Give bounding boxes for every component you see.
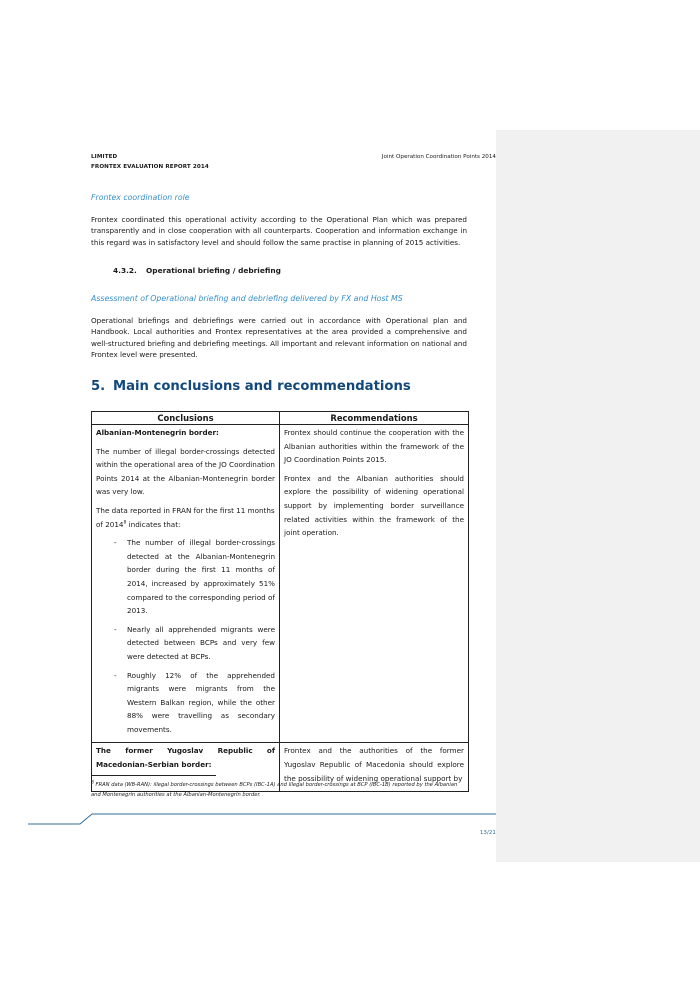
footnote: [91, 781, 468, 801]
row-title: The former Yugoslav Republic of Macedonian-Serbian border:: [96, 746, 275, 770]
list-item: [96, 623, 275, 664]
fran-data-text-end: indicates that:: [126, 519, 181, 529]
fran-data-text: The data reported in FRAN for the first 11 months of 2014: [96, 505, 275, 529]
list-item: [96, 536, 275, 618]
conclusions-cell: [92, 425, 280, 743]
briefing-assessment-heading: Assessment of Operational briefing and debriefing delivered by FX and Host MS: [91, 294, 403, 303]
conclusions-column-header: Conclusions: [92, 412, 280, 425]
table-row: [92, 425, 469, 743]
page-number: 13/21: [479, 830, 496, 836]
header-left: [91, 152, 209, 172]
recommendation-paragraph: Frontex and the authorities of the former Yugoslav Republic of Macedonia should explore the possibility of widening operational support by: [284, 746, 464, 783]
conclusions-heading: [91, 379, 411, 394]
footnote-marker: 8: [91, 780, 94, 786]
conclusions-table: [91, 411, 469, 792]
classification-label: LIMITED: [91, 154, 118, 160]
comment-pane: [496, 130, 700, 862]
briefing-number: 4.3.2.: [113, 266, 137, 275]
list-item-text: The number of illegal border-crossings detected at the Albanian-Montenegrin border during the first 11 months of 2014, increased by approximately 51% compared to the corresponding period of 2013.: [127, 538, 275, 616]
footer-decoration: [0, 812, 500, 826]
conclusion-paragraph: [96, 504, 275, 531]
footnote-ref: 8: [123, 520, 127, 526]
briefing-subheading: [113, 266, 281, 275]
recommendation-paragraph: Frontex and the Albanian authorities should explore the possibility of widening operational support by implementing border surveillance related activities within the framework of the joint operation.: [284, 473, 464, 538]
footnote-separator: [91, 775, 216, 776]
footnote-text: FRAN data (WB-RAN): illegal border-crossings between BCPs (IBC-1A) and illegal border-crossings at BCP (IBC-1B) reported by the Albanian and Montenegrin authorities at the Albanian-Montenegrin border.: [91, 782, 458, 798]
briefing-title: Operational briefing / debriefing: [146, 266, 281, 275]
recommendations-cell: [280, 425, 469, 743]
report-title: FRONTEX EVALUATION REPORT 2014: [91, 164, 209, 170]
conclusions-title: Main conclusions and recommendations: [113, 379, 411, 394]
coordination-role-heading: Frontex coordination role: [91, 193, 190, 202]
coordination-role-text: Frontex coordinated this operational activity according to the Operational Plan which was prepared transparently and in close cooperation with all counterparts. Cooperation and information exchange in this regard was in satisfactory level and should follow the same practise in planning of 2015 activities.: [91, 215, 467, 247]
bullet-dash: -: [114, 624, 117, 634]
table-header-row: [92, 412, 469, 425]
conclusion-paragraph: The number of illegal border-crossings detected within the operational area of the JO Coordination Points 2014 at the Albanian-Montenegrin border was very low.: [96, 446, 275, 497]
list-item-text: Nearly all apprehended migrants were detected between BCPs and very few were detected at BCPs.: [127, 624, 275, 661]
bullet-dash: -: [114, 670, 117, 680]
list-item-text: Roughly 12% of the apprehended migrants were migrants from the Western Balkan region, while the other 88% were travelling as secondary movements.: [127, 670, 275, 734]
conclusions-number: 5.: [91, 379, 106, 394]
row-title: Albanian-Montenegrin border:: [96, 428, 219, 437]
bullet-dash: -: [114, 538, 117, 548]
recommendations-column-header: Recommendations: [280, 412, 469, 425]
conclusion-bullets: [96, 536, 275, 736]
briefing-text: Operational briefings and debriefings were carried out in accordance with Operational plan and Handbook. Local authorities and Frontex representatives at the area provided a comprehensive and well-structured briefing and debriefing meetings. All important and relevant information on national and Frontex level were presented.: [91, 316, 467, 360]
operation-title: Joint Operation Coordination Points 2014: [381, 154, 496, 160]
list-item: [96, 669, 275, 737]
recommendation-paragraph: Frontex should continue the cooperation with the Albanian authorities within the framework of the JO Coordination Points 2015.: [284, 428, 464, 465]
